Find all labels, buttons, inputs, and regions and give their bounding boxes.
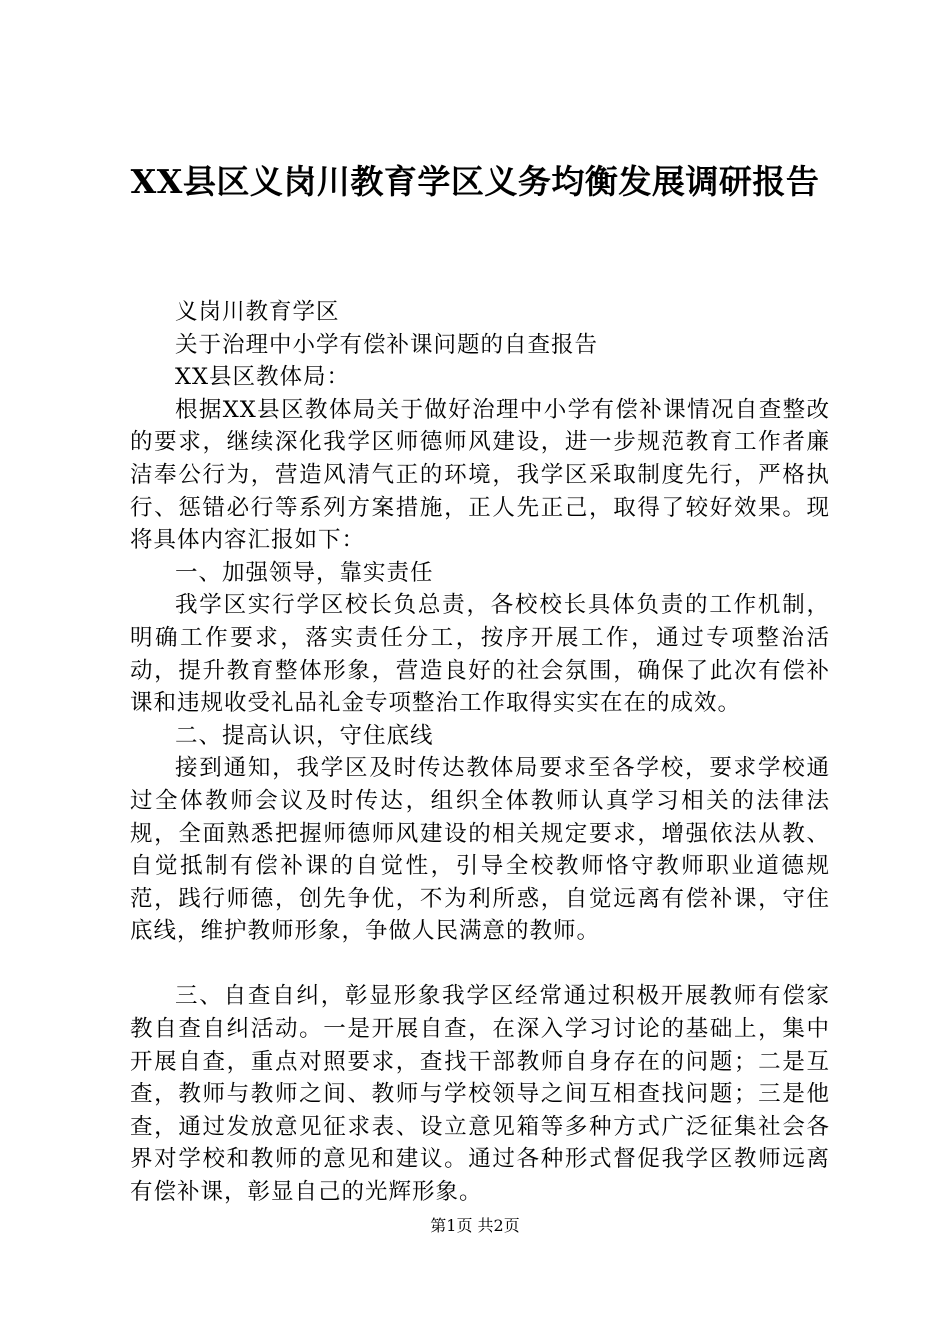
section2-heading: 二、提高认识，守住底线 — [175, 722, 434, 749]
document-title: XX县区义岗川教育学区义务均衡发展调研报告 — [130, 162, 820, 201]
intro-paragraph: 根据XX县区教体局关于做好治理中小学有偿补课情况自查整改的要求，继续深化我学区师德师风建设，进一步规范教育工作者廉洁奉公行为，营造风清气正的环境，我学区采取制度先行，严格执行、惩错必行等系列方案措施，正人先正己，取得了较好效果。现将具体内容汇报如下： — [130, 396, 830, 554]
section1-heading: 一、加强领导，靠实责任 — [175, 559, 434, 586]
section2-paragraph: 接到通知，我学区及时传达教体局要求至各学校，要求学校通过全体教师会议及时传达，组织全体教师认真学习相关的法律法规，全面熟悉把握师德师风建设的相关规定要求，增强依法从教、自觉抵制有偿补课的自觉性，引导全校教师恪守教师职业道德规范，践行师德，创先争优，不为利所惑，自觉远离有偿补课，守住底线，维护教师形象，争做人民满意的教师。 — [130, 755, 830, 945]
addressee: XX县区教体局： — [175, 364, 351, 391]
org-line: 义岗川教育学区 — [175, 299, 340, 325]
subject-line: 关于治理中小学有偿补课问题的自查报告 — [175, 331, 599, 358]
section1-paragraph: 我学区实行学区校长负总责，各校校长具体负责的工作机制，明确工作要求，落实责任分工，按序开展工作，通过专项整治活动，提升教育整体形象，营造良好的社会氛围，确保了此次有偿补课和违规收受礼品礼金专项整治工作取得实实在在的成效。 — [130, 592, 830, 717]
section3-paragraph: 三、自查自纠，彰显形象我学区经常通过积极开展教师有偿家教自查自纠活动。一是开展自查，在深入学习讨论的基础上，集中开展自查，重点对照要求，查找干部教师自身存在的问题；二是互查，教师与教师之间、教师与学校领导之间互相查找问题；三是他查，通过发放意见征求表、设立意见箱等多种方式广泛征集社会各界对学校和教师的意见和建议。通过各种形式督促我学区教师远离有偿补课，彰显自己的光辉形象。 — [130, 983, 830, 1206]
page-footer: 第1页 共2页 — [430, 1216, 520, 1235]
document-body — [130, 296, 830, 1209]
